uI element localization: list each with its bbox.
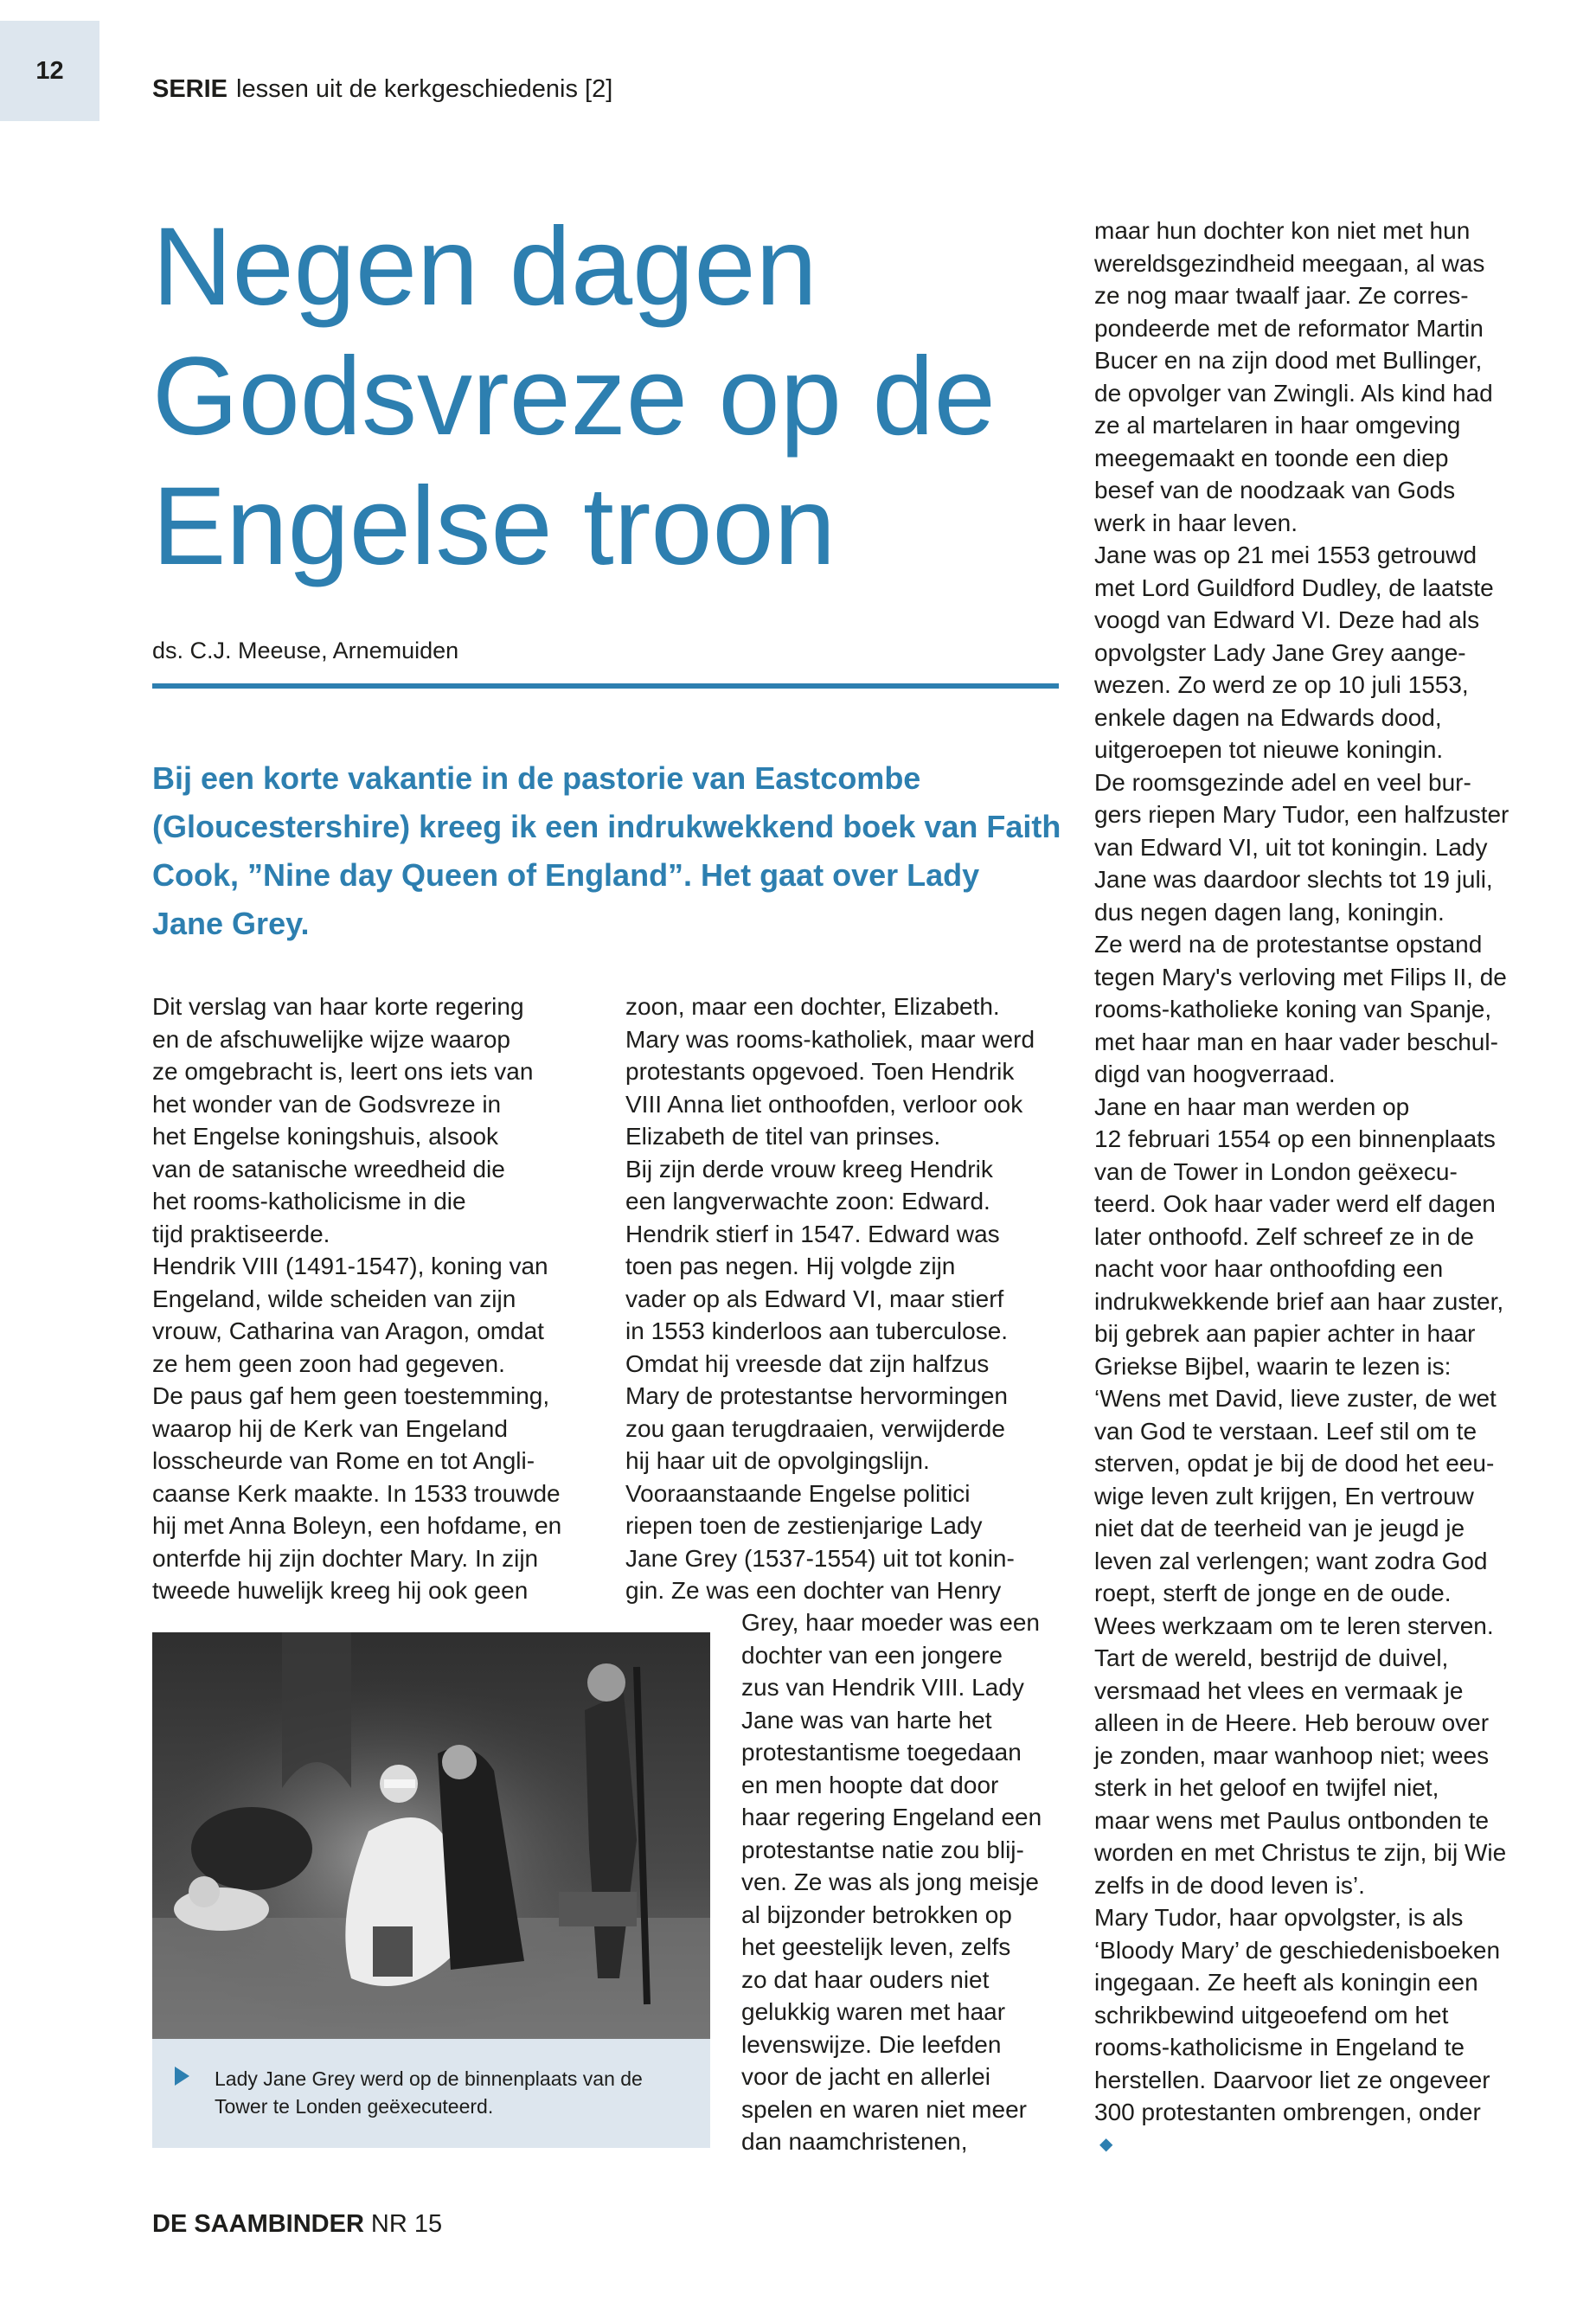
body-line: protestants opgevoed. Toen Hendrik (625, 1058, 1015, 1085)
body-line: van de satanische wreedheid die (152, 1155, 505, 1183)
body-line (1094, 2096, 1544, 2161)
body-line: Mary was rooms-katholiek, maar werd (625, 1025, 1035, 1053)
body-line: herstellen. Daarvoor liet ze ongeveer (1094, 2066, 1490, 2093)
body-line: ‘Wens met David, lieve zuster, de wet (1094, 1385, 1497, 1412)
body-line: ze hem geen zoon had gegeven. (152, 1349, 505, 1377)
title-line: Godsvreze op de (152, 335, 996, 458)
body-line: roept, sterft de jonge en de oude. (1094, 1580, 1452, 1606)
body-line: ingegaan. Ze heeft als koningin een (1094, 1969, 1478, 1996)
intro-line: Cook, ”Nine day Queen of England”. Het gaat over Lady (152, 857, 980, 893)
body-line: voor de jacht en allerlei (741, 2063, 990, 2090)
body-line: protestantse natie zou blij- (741, 1836, 1024, 1863)
body-line: digd van hoogverraad. (1094, 1061, 1336, 1087)
body-line: rooms-katholieke koning van Spanje, (1094, 996, 1492, 1022)
body-line: meegemaakt en toonde een diep (1094, 444, 1449, 471)
body-line: Dit verslag van haar korte regering (152, 993, 524, 1020)
issue-number: NR 15 (370, 2210, 443, 2238)
body-line: Elizabeth de titel van prinses. (625, 1123, 941, 1150)
body-line: wige leven zult krijgen, En vertrouw (1094, 1482, 1474, 1509)
body-line: Tart de wereld, bestrijd de duivel, (1094, 1644, 1449, 1671)
body-line: Bij zijn derde vrouw kreeg Hendrik (625, 1155, 993, 1183)
body-line: De paus gaf hem geen toestemming, (152, 1382, 550, 1409)
body-line: Hendrik VIII (1491-1547), koning van (152, 1253, 548, 1279)
body-line: Jane Grey (1537-1554) uit tot konin- (625, 1544, 1015, 1572)
caption-line: Lady Jane Grey werd op de binnenplaats van de (215, 2067, 643, 2090)
body-line: versmaad het vlees en vermaak je (1094, 1676, 1464, 1704)
series-header (152, 75, 612, 104)
body-line: gin. Ze was een dochter van Henry (625, 1577, 1002, 1604)
intro-line: Jane Grey. (152, 906, 310, 941)
title-line: Negen dagen (152, 205, 817, 329)
body-column-3 (1094, 215, 1544, 2161)
body-line: alleen in de Heere. Heb berouw over (1094, 1709, 1490, 1736)
body-line: worden en met Christus te zijn, bij Wie (1094, 1839, 1507, 1866)
body-line: met Lord Guildford Dudley, de laatste (1094, 574, 1494, 601)
series-title: lessen uit de kerkgeschiedenis [2] (236, 75, 613, 103)
body-line: en de afschuwelijke wijze waarop (152, 1025, 510, 1053)
body-line: Jane was op 21 mei 1553 getrouwd (1094, 542, 1477, 568)
body-line: nacht voor haar onthoofding een (1094, 1255, 1444, 1282)
body-line: niet dat de teerheid van je jeugd je (1094, 1515, 1465, 1541)
body-line: Jane was daardoor slechts tot 19 juli, (1094, 866, 1493, 893)
body-line: vader op als Edward VI, maar stierf (625, 1285, 1004, 1312)
body-line: Mary Tudor, haar opvolgster, is als (1094, 1904, 1464, 1931)
body-column-1 (152, 990, 602, 1607)
body-line: uitgeroepen tot nieuwe koningin. (1094, 736, 1444, 763)
body-line: al bijzonder betrokken op (741, 1900, 1012, 1928)
body-line: onterfde hij zijn dochter Mary. In zijn (152, 1544, 539, 1572)
page-number: 12 (35, 56, 64, 85)
body-line: ze omgebracht is, leert ons iets van (152, 1058, 534, 1085)
body-line: sterk in het geloof en twijfel niet, (1094, 1774, 1439, 1801)
body-column-2-continued (741, 1606, 1087, 2158)
body-line: het geestelijk leven, zelfs (741, 1933, 1011, 1960)
footer (152, 2210, 442, 2239)
body-line: ‘Bloody Mary’ de geschiedenisboeken (1094, 1936, 1501, 1964)
body-line: enkele dagen na Edwards dood, (1094, 703, 1442, 731)
body-line: maar wens met Paulus ontbonden te (1094, 1806, 1490, 1834)
body-line: maar hun dochter kon niet met hun (1094, 217, 1471, 244)
page-number-tab (0, 21, 99, 121)
body-line: gers riepen Mary Tudor, een halfzuster (1094, 801, 1509, 828)
body-line: van de Tower in London geëxecu- (1094, 1157, 1458, 1185)
body-column-2 (625, 990, 1075, 1607)
body-line: opvolgster Lady Jane Grey aange- (1094, 638, 1466, 666)
article-title (152, 202, 1061, 592)
body-line: spelen en waren niet meer (741, 2095, 1027, 2123)
body-line: ven. Ze was als jong meisje (741, 1868, 1039, 1895)
body-line: wezen. Zo werd ze op 10 juli 1553, (1094, 671, 1469, 698)
body-line: zo dat haar ouders niet (741, 1965, 990, 1993)
body-line: Griekse Bijbel, waarin te lezen is: (1094, 1352, 1452, 1380)
body-line: zoon, maar een dochter, Elizabeth. (625, 993, 1000, 1020)
body-line: De roomsgezinde adel en veel bur- (1094, 768, 1471, 796)
body-line: Jane en haar man werden op (1094, 1093, 1410, 1120)
body-line: haar regering Engeland een (741, 1804, 1042, 1830)
body-line: bij gebrek aan papier achter in haar (1094, 1320, 1476, 1347)
body-line: sterven, opdat je bij de dood het eeu- (1094, 1450, 1495, 1477)
intro-line: (Gloucestershire) kreeg ik een indrukwekkend boek van Faith (152, 809, 1061, 844)
body-line: Wees werkzaam om te leren sterven. (1094, 1612, 1494, 1639)
body-line: waarop hij de Kerk van Engeland (152, 1414, 508, 1442)
body-line: VIII Anna liet onthoofden, verloor ook (625, 1090, 1023, 1118)
body-line: Jane was van harte het (741, 1706, 992, 1734)
body-line: riepen toen de zestienjarige Lady (625, 1512, 983, 1539)
body-line: werk in haar leven. (1094, 509, 1298, 536)
title-line: Engelse troon (152, 465, 836, 588)
end-of-article-diamond-icon: ◆ (1099, 2134, 1113, 2154)
body-line: schrikbewind uitgeoefend om het (1094, 2001, 1449, 2029)
body-line: dus negen dagen lang, koningin. (1094, 898, 1445, 926)
body-line: Grey, haar moeder was een (741, 1609, 1040, 1636)
body-line: gelukkig waren met haar (741, 1998, 1006, 2025)
body-line: later onthoofd. Zelf schreef ze in de (1094, 1222, 1474, 1250)
body-line: hij met Anna Boleyn, een hofdame, en (152, 1512, 562, 1539)
body-line: ze al martelaren in haar omgeving (1094, 412, 1461, 439)
title-divider (152, 683, 1059, 689)
body-line: rooms-katholicisme in Engeland te (1094, 2034, 1465, 2061)
intro-paragraph (152, 754, 1069, 948)
body-line: caanse Kerk maakte. In 1533 trouwde (152, 1479, 561, 1507)
body-line: zou gaan terugdraaien, verwijderde (625, 1414, 1005, 1442)
body-line: dochter van een jongere (741, 1641, 1003, 1669)
body-line: Vooraanstaande Engelse politici (625, 1479, 971, 1507)
last-line-text: 300 protestanten ombrengen, onder (1094, 2099, 1481, 2125)
magazine-name: DE SAAMBINDER (152, 2210, 364, 2238)
body-line: dan naamchristenen, (741, 2128, 968, 2155)
body-line: leven zal verlengen; want zodra God (1094, 1547, 1488, 1574)
body-line: het Engelse koningshuis, alsook (152, 1123, 499, 1150)
body-line: zus van Hendrik VIII. Lady (741, 1674, 1024, 1701)
figure-caption (215, 2065, 699, 2120)
body-line: pondeerde met de reformator Martin (1094, 314, 1484, 342)
series-label: SERIE (152, 75, 228, 103)
body-line: levenswijze. Die leefden (741, 2030, 1002, 2058)
body-line: Ze werd na de protestantse opstand (1094, 931, 1483, 958)
body-line: de opvolger van Zwingli. Als kind had (1094, 379, 1493, 407)
body-line: losscheurde van Rome en tot Angli- (152, 1447, 535, 1474)
body-line: Hendrik stierf in 1547. Edward was (625, 1220, 1000, 1247)
body-line: het wonder van de Godsvreze in (152, 1090, 502, 1118)
body-line: toen pas negen. Hij volgde zijn (625, 1253, 956, 1279)
body-line: Engeland, wilde scheiden van zijn (152, 1285, 516, 1312)
caption-line: Tower te Londen geëxecuteerd. (215, 2095, 494, 2118)
body-line: hij haar uit de opvolgingslijn. (625, 1447, 930, 1474)
caption-arrow-icon (175, 2067, 189, 2086)
intro-line: Bij een korte vakantie in de pastorie van Eastcombe (152, 760, 921, 796)
body-line: indrukwekkende brief aan haar zuster, (1094, 1287, 1504, 1315)
body-line: van Edward VI, uit tot koningin. Lady (1094, 833, 1488, 861)
execution-painting-image (152, 1632, 710, 2039)
body-line: met haar man en haar vader beschul- (1094, 1028, 1498, 1055)
body-line: tijd praktiseerde. (152, 1220, 330, 1247)
body-line: in 1553 kinderloos aan tuberculose. (625, 1317, 1009, 1344)
body-line: tweede huwelijk kreeg hij ook geen (152, 1577, 529, 1604)
body-line: een langverwachte zoon: Edward. (625, 1188, 990, 1215)
body-line: het rooms-katholicisme in die (152, 1188, 466, 1215)
body-line: 12 februari 1554 op een binnenplaats (1094, 1125, 1496, 1152)
body-line: Bucer en na zijn dood met Bullinger, (1094, 347, 1483, 374)
body-line: protestantisme toegedaan (741, 1739, 1022, 1766)
body-line: Omdat hij vreesde dat zijn halfzus (625, 1349, 990, 1377)
body-line: Mary de protestantse hervormingen (625, 1382, 1008, 1409)
figure-box (152, 1632, 710, 2148)
body-line: en men hoopte dat door (741, 1771, 999, 1798)
body-line: je zonden, maar wanhoop niet; wees (1094, 1741, 1490, 1769)
body-line: van God te verstaan. Leef stil om te (1094, 1417, 1477, 1445)
body-line: zelfs in de dood leven is’. (1094, 1871, 1365, 1899)
body-line: besef van de noodzaak van Gods (1094, 477, 1456, 503)
body-line: wereldsgezindheid meegaan, al was (1094, 249, 1485, 277)
author-byline: ds. C.J. Meeuse, Arnemuiden (152, 638, 459, 663)
body-line: ze nog maar twaalf jaar. Ze corres- (1094, 282, 1469, 309)
body-line: teerd. Ook haar vader werd elf dagen (1094, 1190, 1496, 1217)
body-line: vrouw, Catharina van Aragon, omdat (152, 1317, 544, 1344)
body-line: voogd van Edward VI. Deze had als (1094, 606, 1480, 633)
body-line: tegen Mary's verloving met Filips II, de (1094, 963, 1507, 990)
